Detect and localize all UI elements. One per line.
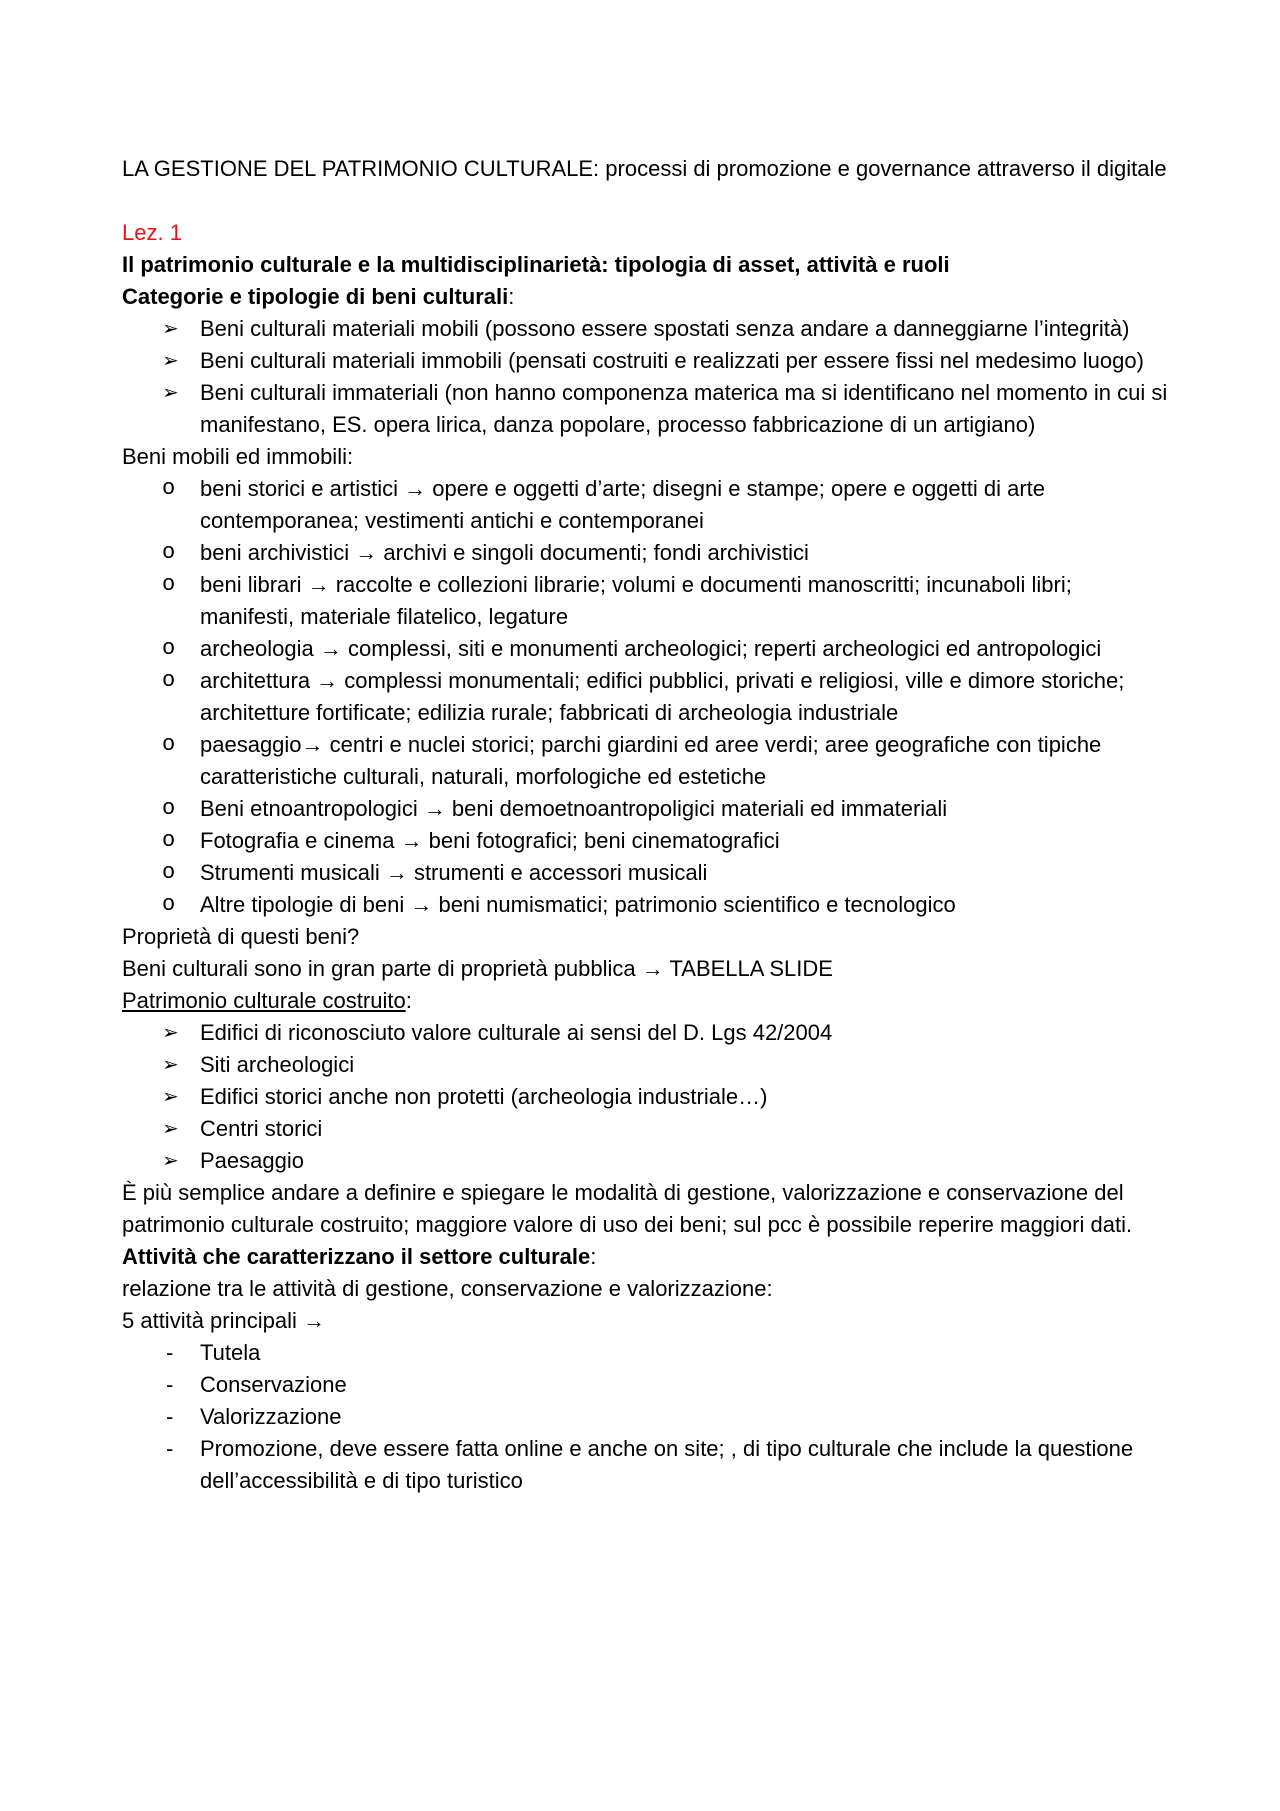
proprieta-question: Proprietà di questi beni?: [122, 924, 360, 949]
arrow-bullet-icon: ➢: [162, 382, 179, 404]
arrow-bullet-icon: ➢: [162, 350, 179, 372]
dash-bullet-icon: -: [166, 1436, 174, 1461]
list-item: [122, 1145, 1172, 1177]
list-item: [122, 1113, 1172, 1145]
list-item: [122, 633, 1172, 665]
list-item-text: Edifici storici anche non protetti (archeologia industriale…): [200, 1084, 768, 1109]
list-item-text: Strumenti musicali → strumenti e accessori musicali: [200, 860, 708, 885]
list-item-text: Promozione, deve essere fatta online e anche on site; , di tipo culturale che include la questione dell’accessibilità e di tipo turistico: [200, 1436, 1134, 1493]
list-item-text: architettura → complessi monumentali; edifici pubblici, privati e religiosi, ville e dimore storiche; architetture fortificate; edilizia rurale; fabbricati di archeologia industriale: [200, 668, 1125, 725]
lesson-heading: Il patrimonio culturale e la multidisciplinarietà: tipologia di asset, attività e ruoli: [122, 252, 950, 277]
list-item: [122, 537, 1172, 569]
proprieta-answer: Beni culturali sono in gran parte di proprietà pubblica → TABELLA SLIDE: [122, 956, 833, 981]
list-item-text: beni archivistici → archivi e singoli documenti; fondi archivistici: [200, 540, 809, 565]
mobili-list: [122, 473, 1172, 921]
attivita-list: [122, 1337, 1172, 1497]
arrow-bullet-icon: ➢: [162, 318, 179, 340]
list-item-text: Valorizzazione: [200, 1404, 342, 1429]
list-item: [122, 665, 1172, 729]
list-item: [122, 569, 1172, 633]
list-item: [122, 857, 1172, 889]
list-item-text: Siti archeologici: [200, 1052, 355, 1077]
pcc-heading: Patrimonio culturale costruito: [122, 988, 406, 1013]
mobili-heading: Beni mobili ed immobili:: [122, 444, 354, 469]
list-item: [122, 889, 1172, 921]
list-item-text: Fotografia e cinema → beni fotografici; beni cinematografici: [200, 828, 780, 853]
list-item-text: beni librari → raccolte e collezioni librarie; volumi e documenti manoscritti; incunaboli libri; manifesti, materiale filatelico, legature: [200, 572, 1072, 629]
list-item: [122, 825, 1172, 857]
attivita-heading: Attività che caratterizzano il settore culturale: [122, 1244, 591, 1269]
cinque-attivita-text: 5 attività principali →: [122, 1308, 325, 1333]
list-item-text: paesaggio→ centri e nuclei storici; parchi giardini ed aree verdi; aree geografiche con tipiche caratteristiche culturali, naturali, morfologiche ed estetiche: [200, 732, 1102, 789]
categories-heading-line: [122, 281, 1172, 313]
list-item: [122, 1337, 1172, 1369]
pcc-paragraph: È più semplice andare a definire e spiegare le modalità di gestione, valorizzazione e conservazione del patrimonio culturale costruito; maggiore valore di uso dei beni; sul pcc è possibile reperire maggiori dati.: [122, 1180, 1133, 1237]
document-title: LA GESTIONE DEL PATRIMONIO CULTURALE: processi di promozione e governance attraverso il digitale: [122, 156, 1167, 181]
arrow-bullet-icon: ➢: [162, 1150, 179, 1172]
document-body: [122, 153, 1172, 1497]
list-item-text: Beni culturali immateriali (non hanno componenza materica ma si identificano nel momento in cui si manifestano, ES. opera lirica, danza popolare, processo fabbricazione di un artigiano): [200, 380, 1168, 437]
circle-bullet-icon: o: [162, 732, 176, 757]
pcc-list: [122, 1017, 1172, 1177]
dash-bullet-icon: -: [166, 1372, 174, 1397]
list-item: [122, 1369, 1172, 1401]
list-item: [122, 313, 1172, 345]
list-item-text: Altre tipologie di beni → beni numismatici; patrimonio scientifico e tecnologico: [200, 892, 956, 917]
list-item: [122, 1401, 1172, 1433]
relazione-text: relazione tra le attività di gestione, conservazione e valorizzazione:: [122, 1276, 773, 1301]
arrow-bullet-icon: ➢: [162, 1086, 179, 1108]
list-item-text: Paesaggio: [200, 1148, 304, 1173]
circle-bullet-icon: o: [162, 540, 176, 565]
categories-heading: Categorie e tipologie di beni culturali: [122, 284, 509, 309]
list-item-text: Beni culturali materiali mobili (possono essere spostati senza andare a danneggiarne l’integrità): [200, 316, 1130, 341]
circle-bullet-icon: o: [162, 636, 176, 661]
circle-bullet-icon: o: [162, 796, 176, 821]
categories-list: [122, 313, 1172, 441]
list-item: [122, 1049, 1172, 1081]
circle-bullet-icon: o: [162, 828, 176, 853]
list-item: [122, 1081, 1172, 1113]
list-item: [122, 473, 1172, 537]
list-item-text: Centri storici: [200, 1116, 323, 1141]
lesson-label: Lez. 1: [122, 220, 182, 245]
list-item-text: Tutela: [200, 1340, 261, 1365]
circle-bullet-icon: o: [162, 476, 176, 501]
circle-bullet-icon: o: [162, 668, 176, 693]
list-item-text: Beni etnoantropologici → beni demoetnoantropoligici materiali ed immateriali: [200, 796, 948, 821]
dash-bullet-icon: -: [166, 1404, 174, 1429]
circle-bullet-icon: o: [162, 892, 176, 917]
pcc-heading-line: [122, 985, 1172, 1017]
arrow-bullet-icon: ➢: [162, 1022, 179, 1044]
list-item-text: beni storici e artistici → opere e oggetti d’arte; disegni e stampe; opere e oggetti di arte contemporanea; vestimenti antichi e contemporanei: [200, 476, 1046, 533]
list-item-text: archeologia → complessi, siti e monumenti archeologici; reperti archeologici ed antropologici: [200, 636, 1102, 661]
attivita-heading-line: [122, 1241, 1172, 1273]
circle-bullet-icon: o: [162, 860, 176, 885]
spacer: [122, 185, 1172, 217]
dash-bullet-icon: -: [166, 1340, 174, 1365]
arrow-bullet-icon: ➢: [162, 1054, 179, 1076]
pcc-colon: :: [405, 988, 412, 1013]
attivita-colon: :: [590, 1244, 597, 1269]
list-item: [122, 345, 1172, 377]
circle-bullet-icon: o: [162, 572, 176, 597]
categories-colon: :: [508, 284, 515, 309]
arrow-bullet-icon: ➢: [162, 1118, 179, 1140]
list-item-text: Edifici di riconosciuto valore culturale ai sensi del D. Lgs 42/2004: [200, 1020, 833, 1045]
list-item: [122, 1017, 1172, 1049]
list-item: [122, 377, 1172, 441]
list-item-text: Conservazione: [200, 1372, 347, 1397]
list-item: [122, 729, 1172, 793]
list-item: [122, 1433, 1172, 1497]
list-item-text: Beni culturali materiali immobili (pensati costruiti e realizzati per essere fissi nel medesimo luogo): [200, 348, 1144, 373]
list-item: [122, 793, 1172, 825]
